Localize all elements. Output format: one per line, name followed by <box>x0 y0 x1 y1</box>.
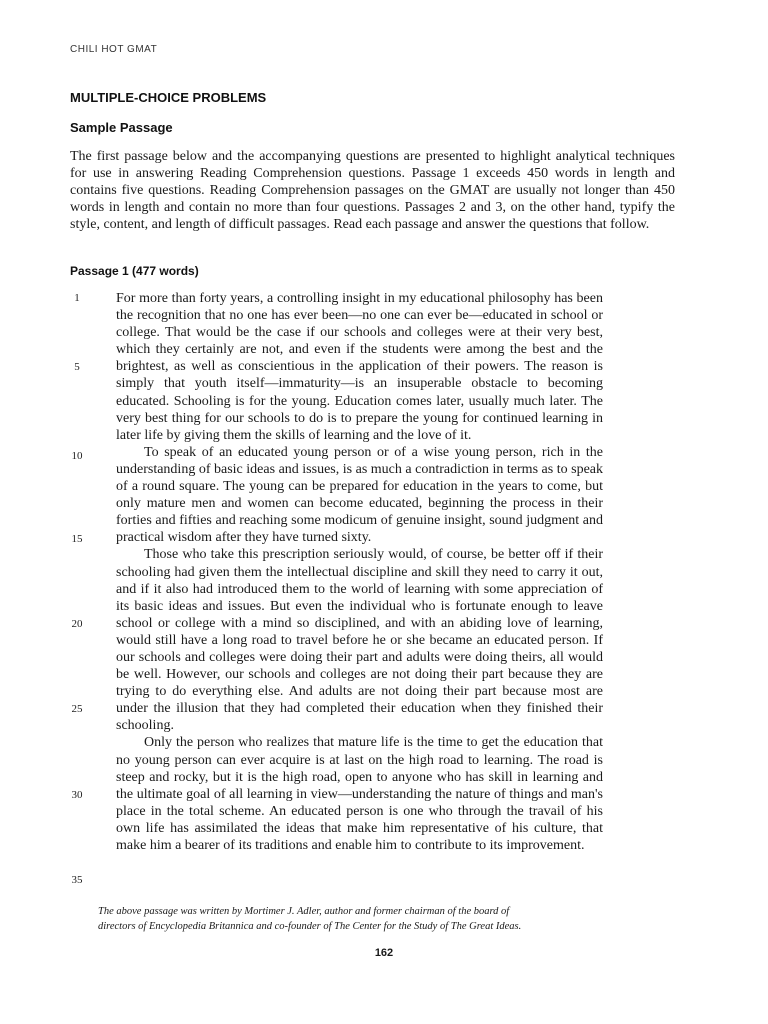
line-number: 30 <box>71 789 83 801</box>
section-title: MULTIPLE-CHOICE PROBLEMS <box>70 90 267 105</box>
passage-paragraph: Those who take this prescription seriously would, of course, be better off if their schooling had given them the intellectual discipline and skill they need to carry it out, and if it also had introduced them to the world of learning with some appreciation of its basic ideas and issues. But even the individual who is fortunate enough to leave school or college with a mind so disciplined, and with an abiding love of learning, would still have a long road to travel before he or she became an educated person. If our schools and colleges were doing their part and adults were doing theirs, all would be well. However, our schools and colleges are not doing their part because they are trying to do everything else. And adults are not doing their part because most are under the illusion that they had completed their education when they finished their schooling. <box>116 547 603 734</box>
line-number: 1 <box>74 292 80 304</box>
passage-heading: Passage 1 (477 words) <box>70 264 199 278</box>
attribution <box>98 904 598 934</box>
passage-paragraph: To speak of an educated young person or of a wise young person, rich in the understanding of basic ideas and issues, is as much a contradiction in terms as to speak of a round square. The young can be prepared for education in the years to come, but only mature men and women can become educated, beginning the process in their forties and fifties and reaching some modicum of genuine insight, sound judgment and practical wisdom after they have turned sixty. <box>116 444 603 546</box>
page-number: 162 <box>374 947 394 959</box>
passage-paragraph: For more than forty years, a controlling insight in my educational philosophy has been the recognition that no one has ever been—no one can ever be—educated in school or college. That would be the case if our schools and colleges were at their very best, which they certainly are not, and even if the students were among the best and the brightest, as well as conscientious in the application of their powers. The reason is simply that youth itself—immaturity—is an insuperable obstacle to becoming educated. Schooling is for the young. Education comes later, usually much later. The very best thing for our schools to do is to prepare the young for continued learning in later life by giving them the skills of learning and the love of it. <box>116 291 603 443</box>
intro-paragraph: The first passage below and the accompanying questions are presented to highlight analytical techniques for use in answering Reading Comprehension questions. Passage 1 exceeds 450 words in length and contains five questions. Reading Comprehension passages on the GMAT are usually not longer than 450 words in length and contain no more than four questions. Passages 2 and 3, on the other hand, typify the style, content, and length of difficult passages. Read each passage and answer the questions that follow. <box>70 149 675 233</box>
passage-body <box>116 290 603 854</box>
sample-passage-heading: Sample Passage <box>70 120 173 135</box>
attribution-line: directors of Encyclopedia Britannica and co-founder of The Center for the Study of The Great Ideas. <box>98 921 522 932</box>
attribution-line: The above passage was written by Mortimer J. Adler, author and former chairman of the board of <box>98 906 510 917</box>
line-number: 10 <box>71 450 83 462</box>
line-number: 20 <box>71 618 83 630</box>
line-number: 25 <box>71 703 83 715</box>
passage-paragraph: Only the person who realizes that mature life is the time to get the education that no young person can ever acquire is at last on the high road to learning. The road is steep and rocky, but it is the high road, open to anyone who has skill in learning and the ultimate goal of all learning in view—understanding the nature of things and man's place in the total scheme. An educated person is one who through the travail of his own life has assimilated the ideas that make him representative of his culture, that make him a bearer of its traditions and enable him to contribute to its improvement. <box>116 735 603 853</box>
running-head: CHILI HOT GMAT <box>70 44 158 55</box>
line-number: 15 <box>71 533 83 545</box>
line-number: 35 <box>71 874 83 886</box>
line-number: 5 <box>74 361 80 373</box>
